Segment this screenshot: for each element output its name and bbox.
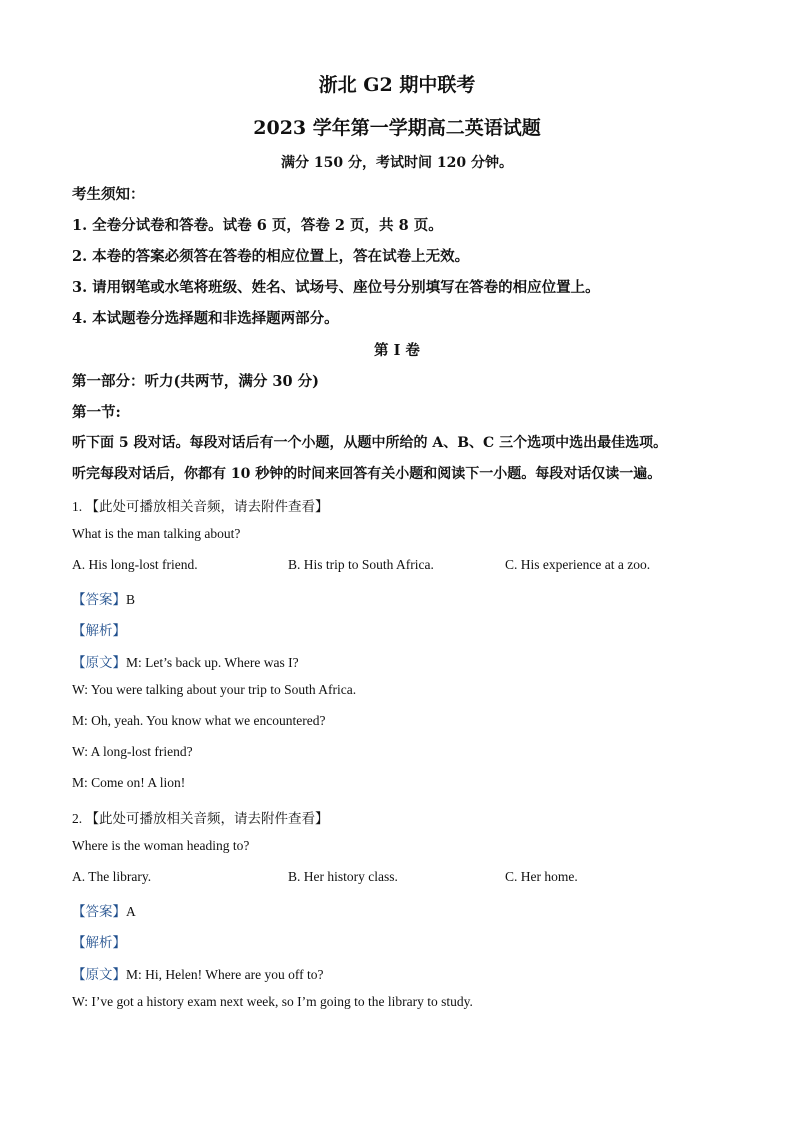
answer-value: B [126, 592, 136, 607]
volume-title: 第 I 卷 [374, 342, 420, 359]
transcript-line: W: A long-lost friend? [72, 744, 193, 759]
options-row [72, 869, 722, 889]
transcript-text: M: Hi, Helen! Where are you off to? [126, 967, 324, 982]
transcript-line: M: Oh, yeah. You know what we encountered? [72, 713, 326, 728]
options-row [72, 557, 722, 577]
option-a: A. His long-lost friend. [72, 557, 198, 572]
exam-subtitle: 满分 150 分，考试时间 120 分钟。 [281, 155, 513, 171]
analysis-tag: 【解析】 [72, 623, 126, 639]
notice-item: 4. 本试题卷分选择题和非选择题两部分。 [72, 310, 339, 327]
transcript-line: M: Come on! A lion! [72, 775, 186, 790]
transcript-line: W: You were talking about your trip to South Africa. [72, 682, 357, 697]
transcript-line: W: I’ve got a history exam next week, so I’m going to the library to study. [72, 994, 473, 1009]
answer-line [72, 900, 136, 920]
exam-title: 2023 学年第一学期高二英语试题 [253, 117, 541, 139]
question-text: Where is the woman heading to? [72, 838, 250, 853]
answer-value: A [126, 904, 136, 919]
part1-heading: 第一部分：听力(共两节，满分 30 分) [72, 373, 319, 390]
answer-tag: 【答案】 [72, 592, 126, 608]
instructions-line: 听下面 5 段对话。每段对话后有一个小题，从题中所给的 A、B、C 三个选项中选出最佳选项。 [72, 435, 668, 451]
answer-tag: 【答案】 [72, 904, 126, 920]
question-number-label: 2. 【此处可播放相关音频，请去附件查看】 [72, 811, 329, 826]
transcript-tag: 【原文】 [72, 967, 126, 983]
option-b: B. His trip to South Africa. [288, 557, 434, 572]
page-title: 浙北 G2 期中联考 [318, 74, 476, 96]
notice-heading: 考生须知： [72, 186, 145, 203]
notice-item: 2. 本卷的答案必须答在答卷的相应位置上，答在试卷上无效。 [72, 248, 470, 265]
question-number-label: 1. 【此处可播放相关音频，请去附件查看】 [72, 499, 329, 514]
transcript-line [72, 651, 299, 671]
transcript-text: M: Let’s back up. Where was I? [126, 655, 299, 670]
section1-heading: 第一节: [72, 404, 121, 421]
instructions-line: 听完每段对话后，你都有 10 秒钟的时间来回答有关小题和阅读下一小题。每段对话仅读一遍。 [72, 466, 662, 482]
answer-line [72, 588, 135, 608]
transcript-tag: 【原文】 [72, 655, 126, 671]
transcript-line [72, 963, 323, 983]
question-text: What is the man talking about? [72, 526, 241, 541]
option-b: B. Her history class. [288, 869, 398, 884]
notice-item: 1. 全卷分试卷和答卷。试卷 6 页，答卷 2 页，共 8 页。 [72, 217, 443, 234]
option-a: A. The library. [72, 869, 152, 884]
notice-item: 3. 请用钢笔或水笔将班级、姓名、试场号、座位号分别填写在答卷的相应位置上。 [72, 279, 600, 296]
analysis-tag: 【解析】 [72, 935, 126, 951]
option-c: C. Her home. [505, 869, 578, 884]
option-c: C. His experience at a zoo. [505, 557, 651, 572]
